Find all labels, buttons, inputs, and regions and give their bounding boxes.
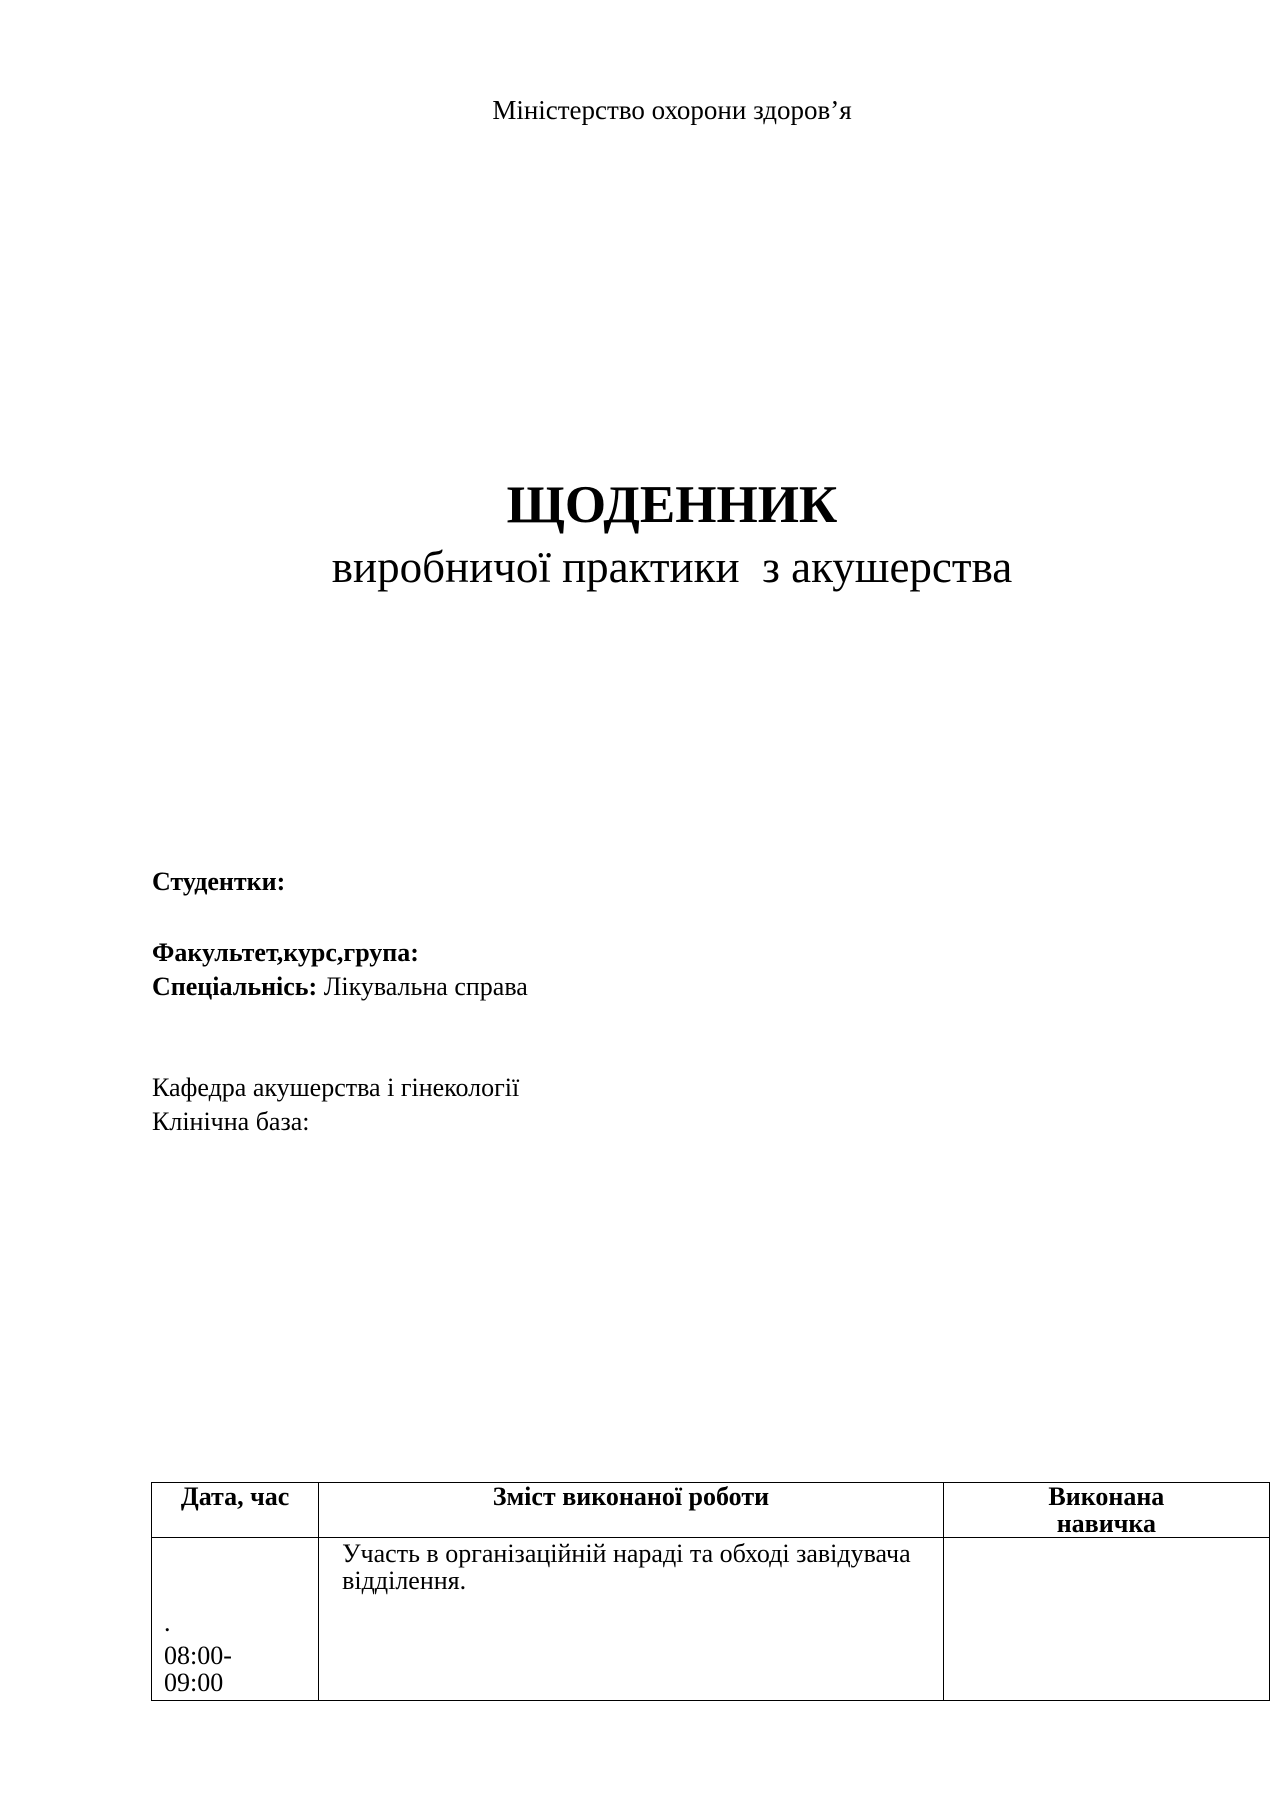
time-end: 09:00 <box>164 1668 224 1697</box>
time-start: 08:00- <box>164 1641 232 1670</box>
faculty-label: Факультет,курс,група: <box>152 938 419 967</box>
department-line: Кафедра акушерства і гінекології <box>152 1073 520 1102</box>
header-work: Зміст виконаної роботи <box>319 1483 944 1538</box>
header-skill-line1: Виконана <box>1048 1482 1165 1511</box>
date-marker: . <box>164 1608 171 1637</box>
cell-skill <box>943 1538 1269 1701</box>
time-range <box>164 1642 314 1696</box>
cell-date-time <box>152 1538 319 1701</box>
specialty-line <box>152 971 528 1003</box>
document-subtitle: виробничої практики з акушерства <box>331 542 1013 592</box>
table-header-row <box>152 1483 1270 1538</box>
practice-journal-table <box>151 1482 1270 1701</box>
work-description: Участь в організаційній нараді та обході завідувача відділення. <box>342 1539 911 1595</box>
document-title: ЩОДЕННИК <box>506 476 838 534</box>
table-row <box>152 1538 1270 1701</box>
ministry-header: Міністерство охорони здоров’я <box>492 95 852 125</box>
student-label: Студентки: <box>152 867 286 896</box>
specialty-label: Спеціальнісь: <box>152 972 318 1001</box>
clinical-base-label: Клінічна база: <box>152 1107 310 1136</box>
header-date: Дата, час <box>152 1483 319 1538</box>
header-skill-line2: навичка <box>1056 1509 1156 1538</box>
specialty-value: Лікувальна справа <box>317 972 528 1001</box>
cell-work <box>319 1538 944 1701</box>
header-skill <box>943 1483 1269 1538</box>
